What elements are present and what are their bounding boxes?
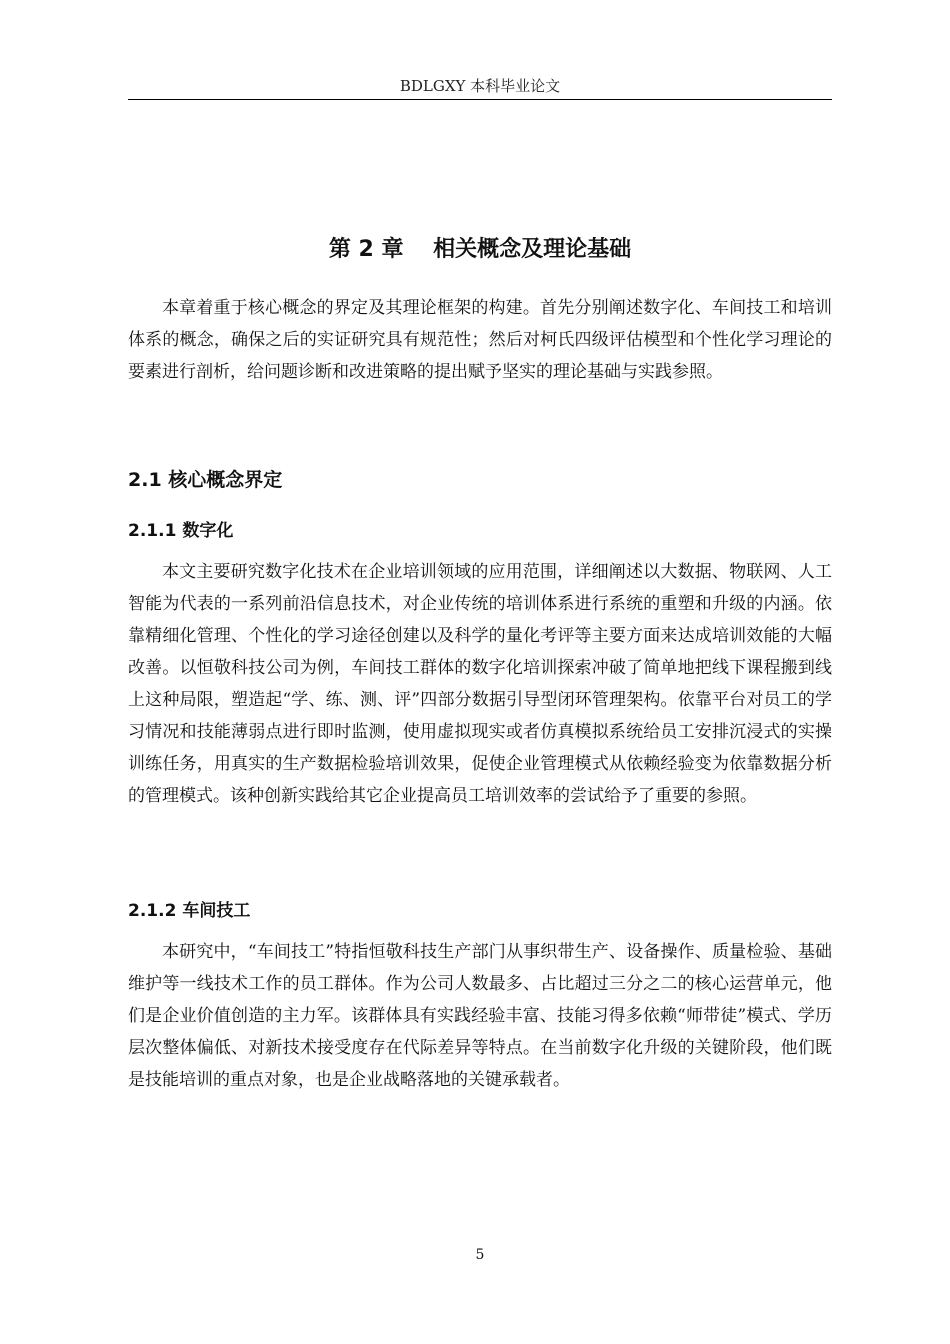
page-number: 5 [475, 1247, 485, 1263]
section-heading-2-1-2: 2.1.2 车间技工 [128, 901, 251, 921]
workshop-technician-paragraph: 本研究中，“车间技工”特指恒敬科技生产部门从事织带生产、设备操作、质量检验、基础维护等一线技术工作的员工群体。作为公司人数最多、占比超过三分之二的核心运营单元，他们是企业价值创造的主力军。该群体具有实践经验丰富、技能习得多依赖“师带徒”模式、学历层次整体偏低、对新技术接受度存在代际差异等特点。在当前数字化升级的关键阶段，他们既是技能培训的重点对象，也是企业战略落地的关键承载者。 [128, 942, 832, 1090]
chapter-title: 第 2 章 相关概念及理论基础 [328, 237, 632, 262]
running-header: BDLGXY 本科毕业论文 [399, 77, 561, 95]
digitalization-paragraph: 本文主要研究数字化技术在企业培训领域的应用范围，详细阐述以大数据、物联网、人工智能为代表的一系列前沿信息技术，对企业传统的培训体系进行系统的重塑和升级的内涵。依靠精细化管理、个性化的学习途径创建以及科学的量化考评等主要方面来达成培训效能的大幅改善。以恒敬科技公司为例，车间技工群体的数字化培训探索冲破了简单地把线下课程搬到线上这种局限，塑造起“学、练、测、评”四部分数据引导型闭环管理架构。依靠平台对员工的学习情况和技能薄弱点进行即时监测，使用虚拟现实或者仿真模拟系统给员工安排沉浸式的实操训练任务，用真实的生产数据检验培训效果，促使企业管理模式从依赖经验变为依靠数据分析的管理模式。该种创新实践给其它企业提高员工培训效率的尝试给予了重要的参照。 [128, 562, 832, 806]
header-divider [128, 99, 832, 100]
intro-paragraph: 本章着重于核心概念的界定及其理论框架的构建。首先分别阐述数字化、车间技工和培训体系的概念，确保之后的实证研究具有规范性；然后对柯氏四级评估模型和个性化学习理论的要素进行剖析，给问题诊断和改进策略的提出赋予坚实的理论基础与实践参照。 [128, 298, 832, 382]
section-heading-2-1-1: 2.1.1 数字化 [128, 521, 234, 541]
section-heading-2-1: 2.1 核心概念界定 [128, 469, 283, 491]
